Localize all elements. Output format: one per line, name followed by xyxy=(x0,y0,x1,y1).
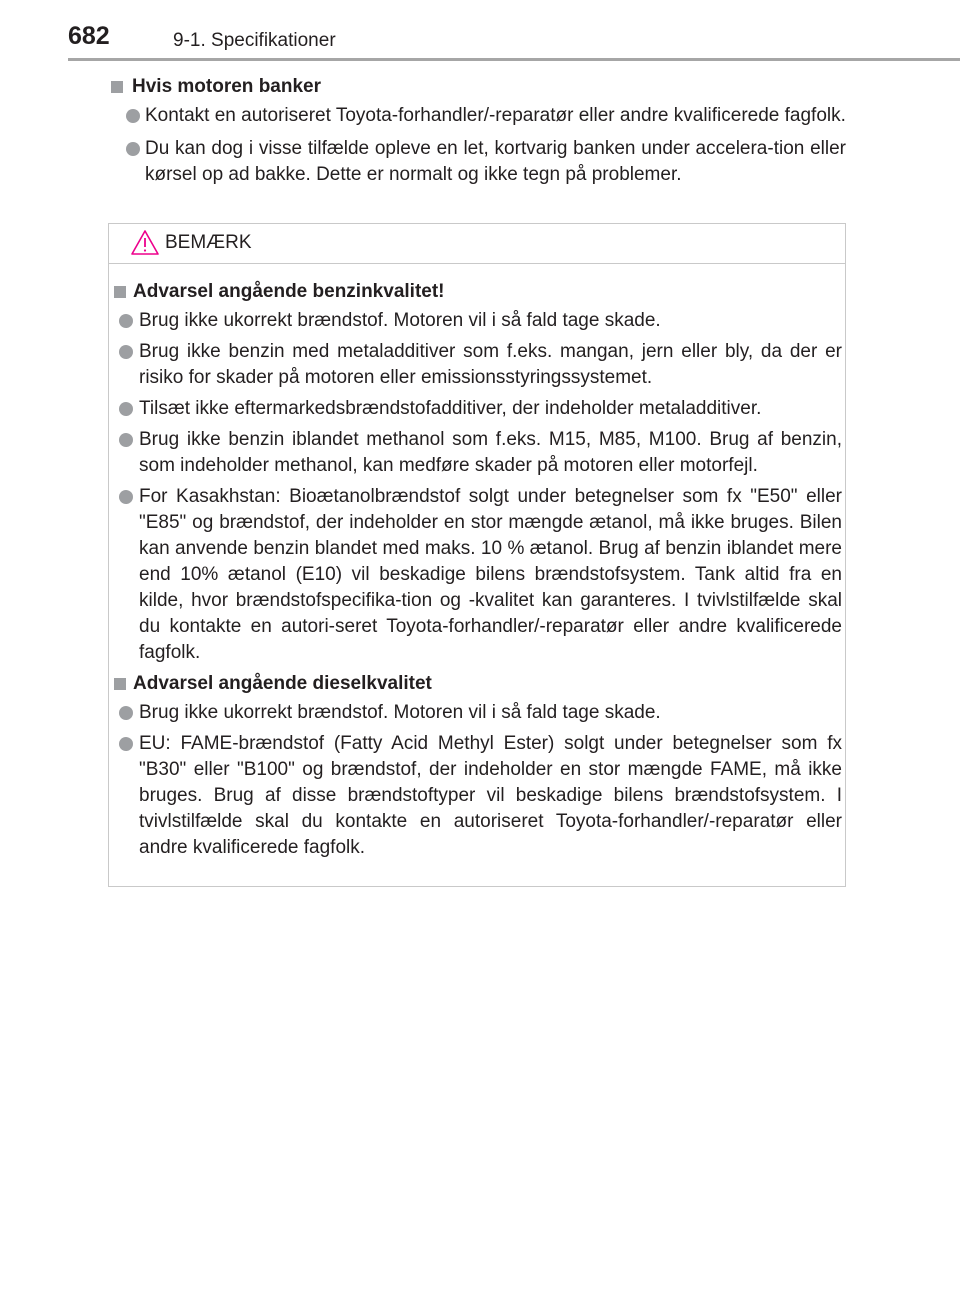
notice-label: BEMÆRK xyxy=(165,232,252,253)
notice-section-heading-text: Advarsel angående dieselkvalitet xyxy=(133,673,432,694)
main-content xyxy=(108,74,846,195)
list-item-text: Tilsæt ikke eftermarkedsbrændstofadditiver, der indeholder metaladditiver. xyxy=(139,398,762,419)
round-bullet-icon xyxy=(119,402,133,416)
square-bullet-icon xyxy=(114,286,126,298)
notice-body xyxy=(113,279,842,866)
list-item-text: Brug ikke ukorrekt brændstof. Motoren vil i så fald tage skade. xyxy=(139,310,661,331)
notice-box xyxy=(108,223,846,887)
round-bullet-icon xyxy=(119,490,133,504)
list-item xyxy=(113,308,842,334)
list-item-text: For Kasakhstan: Bioætanolbrændstof solgt under betegnelser som fx "E50" eller "E85" og brændstof, der indeholder en stor mængde ætanol, må ikke bruges. Bilen kan anvende benzin blandet med maks. 10 % ætanol. Brug af benzin iblandet mere end 10% ætanol (E10) vil beskadige bilens brændstofsystem. Tank altid fra en kilde, hvor brændstofspecifika-tion og -kvalitet kan garanteres. I tvivlstilfælde skal du kontakte en autori-seret Toyota-forhandler/-reparatør eller andre kvalificerede fagfolk. xyxy=(139,486,842,663)
square-bullet-icon xyxy=(111,81,123,93)
list-item-text: Brug ikke benzin med metaladditiver som f.eks. mangan, jern eller bly, da der er risiko for skader på motoren eller emissionsstyringssystemet. xyxy=(139,341,842,388)
list-item-text: Brug ikke ukorrekt brændstof. Motoren vil i så fald tage skade. xyxy=(139,702,661,723)
round-bullet-icon xyxy=(119,433,133,447)
list-item-text: Kontakt en autoriseret Toyota-forhandler/-reparatør eller andre kvalificerede fagfolk. xyxy=(145,105,846,126)
round-bullet-icon xyxy=(119,737,133,751)
header-divider xyxy=(68,58,960,61)
list-item xyxy=(113,339,842,391)
round-bullet-icon xyxy=(119,345,133,359)
round-bullet-icon xyxy=(126,109,140,123)
list-item xyxy=(113,396,842,422)
list-item xyxy=(113,484,842,666)
round-bullet-icon xyxy=(119,706,133,720)
page-number: 682 xyxy=(68,22,110,50)
list-item xyxy=(113,731,842,861)
round-bullet-icon xyxy=(126,142,140,156)
list-item-text: Brug ikke benzin iblandet methanol som f.eks. M15, M85, M100. Brug af benzin, som indeholder methanol, kan medføre skader på motoren eller motorfejl. xyxy=(139,429,842,476)
list-item xyxy=(108,136,846,188)
warning-triangle-icon xyxy=(130,229,160,256)
notice-header xyxy=(109,224,845,264)
notice-section-heading xyxy=(113,671,842,697)
square-bullet-icon xyxy=(114,678,126,690)
list-item-text: Du kan dog i visse tilfælde opleve en let, kortvarig banken under accelera-tion eller kørsel op ad bakke. Dette er normalt og ikke tegn på problemer. xyxy=(145,138,846,185)
list-item xyxy=(108,103,846,129)
list-item-text: EU: FAME-brændstof (Fatty Acid Methyl Ester) solgt under betegnelser som fx "B30" eller "B100" og brændstof, der indeholder en stor mængde FAME, må ikke bruges. Brug af disse brændstoftyper vil beskadige bilens brændstofsystem. I tvivlstilfælde skal du kontakte en autoriseret Toyota-forhandler/-reparatør eller andre kvalificerede fagfolk. xyxy=(139,733,842,858)
section-title: 9-1. Specifikationer xyxy=(173,30,336,51)
notice-section-heading-text: Advarsel angående benzinkvalitet! xyxy=(133,281,445,302)
round-bullet-icon xyxy=(119,314,133,328)
section-heading-text: Hvis motoren banker xyxy=(132,76,321,97)
list-item xyxy=(113,427,842,479)
section-heading xyxy=(108,74,846,100)
list-item xyxy=(113,700,842,726)
notice-section-heading xyxy=(113,279,842,305)
